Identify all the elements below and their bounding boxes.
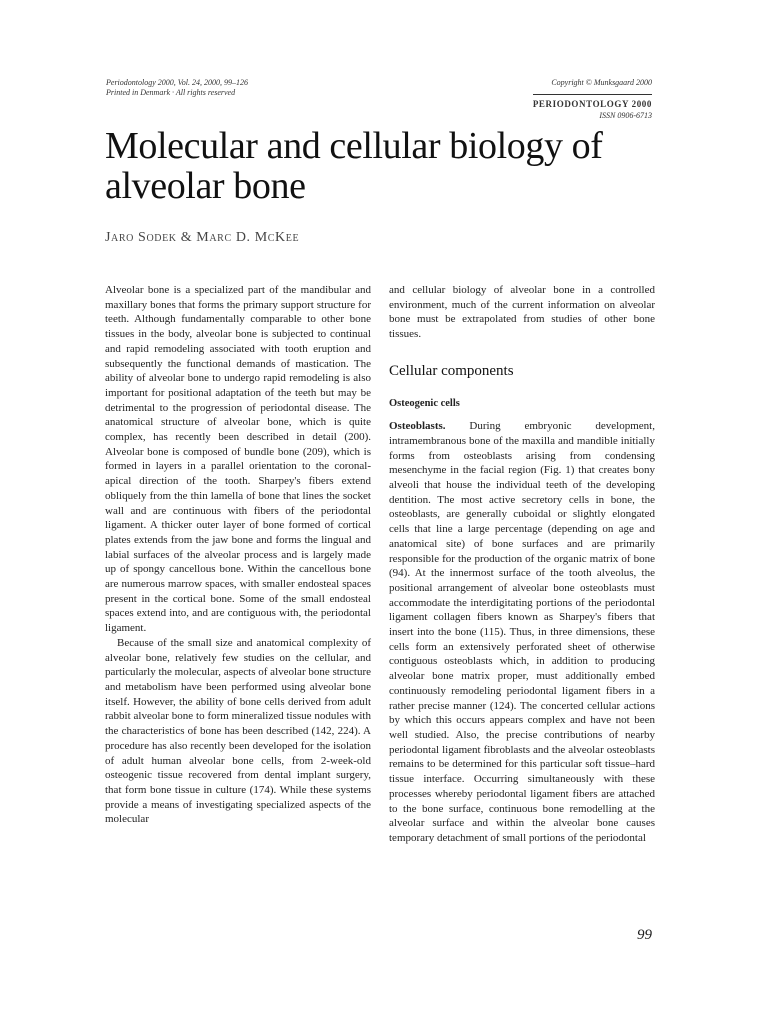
- section-heading: Cellular components: [389, 362, 514, 379]
- journal-masthead: [533, 78, 652, 121]
- body-paragraph: [389, 419, 655, 845]
- body-paragraph: Alveolar bone is a specialized part of the mandibular and maxillary bones that forms the primary support structure for teeth. Although fundamentally comparable to other bone tissues in the body, alveolar bone is subjected to continual and rapid remodeling associated with tooth eruption and subsequently the functional demands of mastication. The ability of alveolar bone to undergo rapid remodeling is also important for positional adaptation of the teeth but may be detrimental to the progression of periodontal disease. The anatomical structure of alveolar bone, which is quite complex, has recently been described in detail (200). Alveolar bone is composed of bundle bone (209), which is formed in layers in a parallel orientation to the coronal-apical direction of the tooth. Sharpey's fibers extend obliquely from the thin lamella of bone that lines the socket wall and are continuous with fibers of the periodontal ligament. A thicker outer layer of bone formed of cortical plates extends from the jaw bone and forms the lingual and labial surfaces of the alveolar process and is largely made up of spongy cancellous bone. Within the cancellous bone are numerous marrow spaces, with smaller endosteal spaces present in the cortical bone. Some of the small endosteal spaces extend into, and are contiguous with, the periodontal ligament.: [105, 284, 371, 635]
- printing-line: Printed in Denmark · All rights reserved: [106, 88, 236, 97]
- right-column: [389, 283, 655, 846]
- left-column: [105, 283, 371, 827]
- journal-citation: [106, 78, 248, 98]
- paragraph-text: During embryonic development, intramembranous bone of the maxilla and mandible initially forms from osteoblasts arising from condensing mesenchyme in the facial region (Fig. 1) that creates bony alveoli that house the individual teeth of the developing dentition. The most active secretory cells in bone, the osteoblasts, are generally cuboidal or slightly elongated cells that line a large percentage (depending on age and anatomical site) of bone surfaces and are primarily responsible for the production of the organic matrix of bone (94). At the innermost surface of the tooth alveolus, the positional arrangement of alveolar bone osteoblasts must accommodate the interdigitating portions of the periodontal ligament collagen fibers known as Sharpey's fibers that insert into the bone (115). Thus, in three dimensions, these cells form an extensively perforated sheet of otherwise contiguous osteoblasts which, in addition to producing alveolar bone matrix proper, must additionally embed continuously remodeling periodontal ligament fibers in a rather precise manner (124). The concerted cellular actions by which this occurs appears complex and have not been well studied. Also, the precise contributions of nearby periodontal ligament fibroblasts and the alveolar osteoblasts remains to be determined for this particular soft tissue–hard tissue interface. Occurring simultaneously with these processes whereby periodontal ligament fibers are attached to the bone surface, continuous bone remodelling at the alveolar surface and within the alveolar bone causes temporary detachment of small portions of the periodontal: [389, 420, 655, 844]
- body-paragraph: and cellular biology of alveolar bone in a controlled environment, much of the current information on alveolar bone must be extrapolated from studies of other bone tissues.: [389, 284, 655, 341]
- citation-line: Periodontology 2000, Vol. 24, 2000, 99–126: [106, 78, 248, 87]
- issn: ISSN 0906-6713: [599, 111, 652, 120]
- runin-heading: Osteoblasts.: [389, 420, 446, 433]
- page-number: 99: [637, 927, 652, 943]
- journal-name: PERIODONTOLOGY 2000: [533, 94, 652, 109]
- body-paragraph: Because of the small size and anatomical complexity of alveolar bone, relatively few studies on the cellular, and particularly the molecular, aspects of alveolar bone structure and metabolism have been performed using alveolar bone itself. However, the ability of bone cells derived from adult rabbit alveolar bone to form mineralized tissue nodules with the characteristics of bone has been described (142, 224). A procedure has also recently been developed for the isolation of adult human alveolar bone cells, from 2-week-old osteogenic tissue recovered from dental implant surgery, that form bone tissue in culture (174). While these systems provide a means of investigating specialized aspects of the molecular: [105, 636, 371, 826]
- article-authors: Jaro Sodek & Marc D. McKee: [105, 230, 300, 245]
- copyright-notice: Copyright © Munksgaard 2000: [551, 78, 652, 87]
- subsection-heading: Osteogenic cells: [389, 397, 460, 409]
- article-title: Molecular and cellular biology of alveolar bone: [105, 125, 603, 207]
